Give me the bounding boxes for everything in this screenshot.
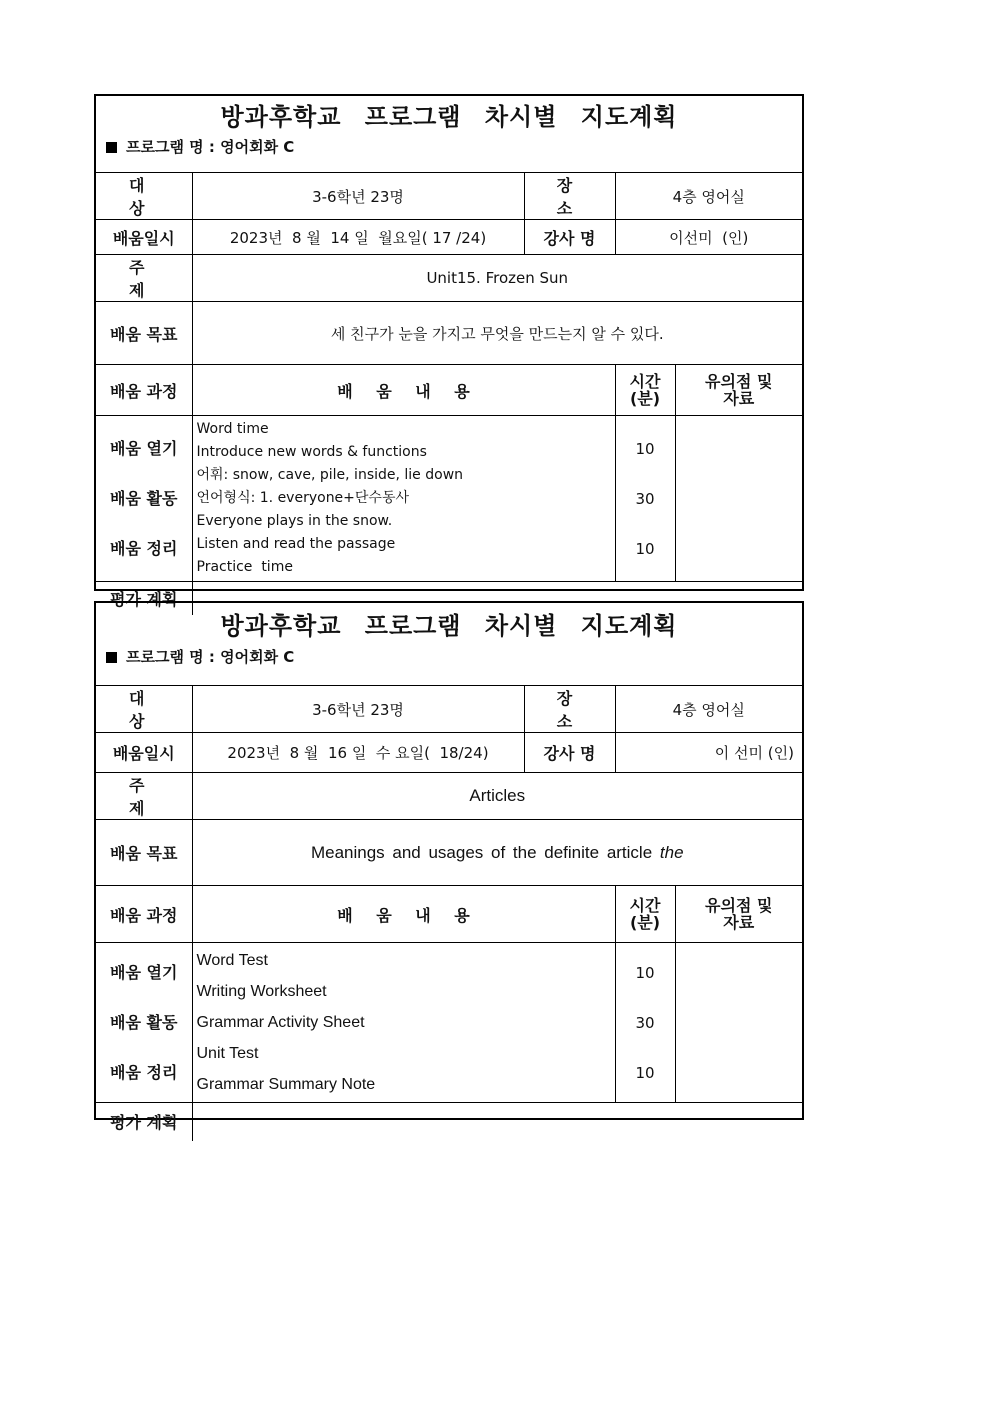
notes-cell — [675, 416, 802, 582]
stage-list — [96, 416, 192, 582]
content-line: 언어형식: 1. everyone+단수동사 — [196, 490, 410, 506]
evaluation-label: 평가 계획 — [96, 1103, 192, 1141]
notes-header: 유의점 및 자료 — [675, 886, 802, 943]
black-square-icon — [106, 652, 117, 663]
place-value: 4층 영어실 — [615, 686, 802, 733]
topic-value: Articles — [192, 773, 802, 820]
content-header: 배 움 내 용 — [192, 886, 615, 943]
lesson-plan-1 — [94, 94, 804, 609]
content-line: Introduce new words & functions — [196, 444, 427, 460]
teacher-label: 강사 명 — [524, 220, 615, 255]
content-line: Grammar Summary Note — [196, 1076, 376, 1093]
stage-opening: 배움 열기 — [110, 962, 178, 982]
black-square-icon — [106, 142, 117, 153]
target-label: 대 상 — [96, 173, 192, 220]
content-line: Writing Worksheet — [196, 983, 327, 1000]
process-label: 배움 과정 — [96, 365, 192, 416]
place-label: 장 소 — [524, 173, 615, 220]
target-value: 3-6학년 23명 — [192, 173, 524, 220]
teacher-label: 강사 명 — [524, 733, 615, 773]
goal-value: 세 친구가 눈을 가지고 무엇을 만드는지 알 수 있다. — [192, 302, 802, 365]
content-line: Everyone plays in the snow. — [196, 513, 393, 529]
stage-activity: 배움 활동 — [110, 488, 178, 508]
target-label: 대 상 — [96, 686, 192, 733]
topic-label: 주 제 — [96, 255, 192, 302]
date-value: 2023년 8 월 14 일 월요일( 17 /24) — [192, 220, 524, 255]
plan-table — [96, 172, 802, 615]
goal-label: 배움 목표 — [96, 820, 192, 886]
place-label: 장 소 — [524, 686, 615, 733]
lesson-plan-2 — [94, 601, 804, 1133]
program-name — [96, 136, 802, 172]
date-label: 배움일시 — [96, 733, 192, 773]
evaluation-label: 평가 계획 — [96, 582, 192, 615]
teacher-value — [615, 733, 802, 773]
teacher-name: 이 선미 (인) — [714, 744, 794, 762]
program-name-text: 프로그램 명 : 영어회화 C — [126, 138, 295, 156]
stage-list — [96, 943, 192, 1103]
plan-table — [96, 685, 802, 1141]
stage-closing: 배움 정리 — [110, 1062, 178, 1082]
date-value: 2023년 8 월 16 일 수 요일( 18/24) — [192, 733, 524, 773]
goal-label: 배움 목표 — [96, 302, 192, 365]
content-line: Practice time — [196, 559, 293, 575]
content-line: Word Test — [196, 952, 268, 969]
topic-value: Unit15. Frozen Sun — [192, 255, 802, 302]
teacher-name: 이선미 (인) — [669, 228, 749, 247]
time-activity: 30 — [635, 1013, 655, 1032]
stage-activity: 배움 활동 — [110, 1012, 178, 1032]
plan-title: 방과후학교 프로그램 차시별 지도계획 — [220, 612, 678, 640]
topic-label: 주 제 — [96, 773, 192, 820]
goal-value — [192, 820, 802, 886]
goal-italic-word: the — [659, 842, 684, 862]
plan-title: 방과후학교 프로그램 차시별 지도계획 — [220, 103, 678, 131]
content-line: 어휘: snow, cave, pile, inside, lie down — [196, 467, 464, 483]
time-activity: 30 — [635, 489, 655, 508]
teacher-value — [615, 220, 802, 255]
place-value: 4층 영어실 — [615, 173, 802, 220]
time-list — [615, 943, 675, 1103]
notes-header: 유의점 및 자료 — [675, 365, 802, 416]
date-label: 배움일시 — [96, 220, 192, 255]
content-cell — [192, 416, 615, 582]
content-line: Word time — [196, 421, 269, 437]
target-value: 3-6학년 23명 — [192, 686, 524, 733]
process-label: 배움 과정 — [96, 886, 192, 943]
content-cell — [192, 943, 615, 1103]
stage-opening: 배움 열기 — [110, 438, 178, 458]
content-line: Listen and read the passage — [196, 536, 396, 552]
stage-closing: 배움 정리 — [110, 538, 178, 558]
time-closing: 10 — [635, 539, 655, 558]
time-closing: 10 — [635, 1063, 655, 1082]
notes-cell — [675, 943, 802, 1103]
time-header: 시간 (분) — [615, 886, 675, 943]
time-opening: 10 — [635, 439, 655, 458]
time-opening: 10 — [635, 963, 655, 982]
time-header: 시간 (분) — [615, 365, 675, 416]
content-line: Unit Test — [196, 1045, 259, 1062]
content-line: Grammar Activity Sheet — [196, 1014, 365, 1031]
content-header: 배 움 내 용 — [192, 365, 615, 416]
program-name — [96, 645, 802, 685]
evaluation-value — [192, 1103, 802, 1141]
time-list — [615, 416, 675, 582]
goal-text: Meanings and usages of the definite article — [310, 842, 653, 862]
program-name-text: 프로그램 명 : 영어회화 C — [126, 648, 295, 666]
